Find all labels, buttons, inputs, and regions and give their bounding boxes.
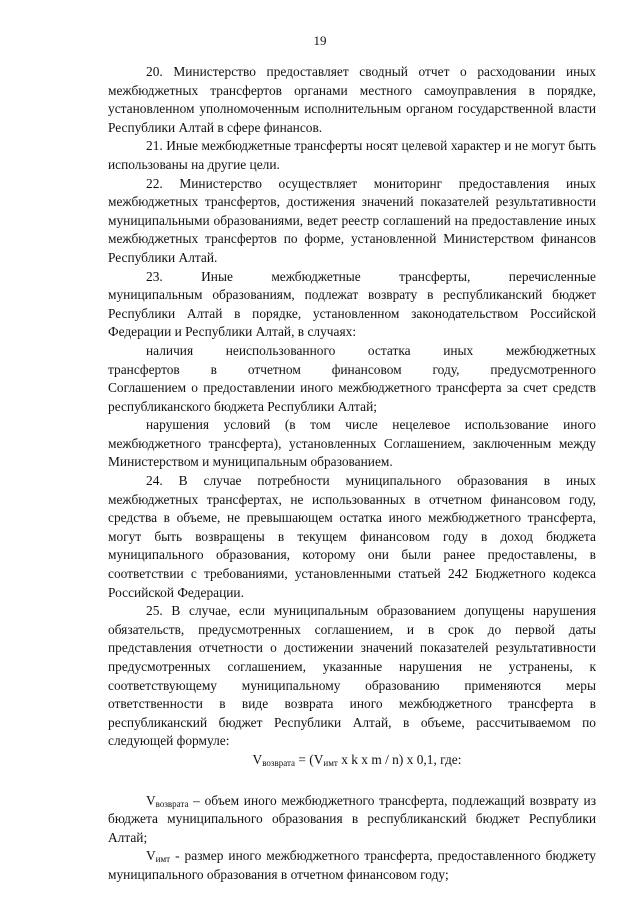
paragraph-23-first-line: 23. Иные межбюджетные трансферты, перечисленные bbox=[146, 268, 596, 284]
paragraph-22: 22. Министерство осуществляет мониторинг предоставления иных межбюджетных трансфертов, достижения значений показателей результативности муниципальными образованиями, ведет реестр соглашений на предоставление иных межбюджетных трансфертов по форме, установленной Министерством финансов Республики Алтай. bbox=[108, 175, 596, 265]
paragraph-24: 24. В случае потребности муниципального образования в иных межбюджетных трансфертах, не использованных в отчетном финансовом году, средства в объеме, не превышающем остатка иного межбюджетного трансферта, могут быть возвращены в текущем финансовом году в доход бюджета муниципального образования, которому они были ранее предоставлены, в соответствии с требованиями, установленными статьей 242 Бюджетного кодекса Российской Федерации. bbox=[108, 473, 596, 600]
paragraph-23-rest: муниципальным образованиям, подлежат возврату в республиканский бюджет Республики Алтай в порядке, установленном законодательством Российской Федерации и Республики Алтай, в случаях: bbox=[108, 287, 596, 340]
paragraph-25: 25. В случае, если муниципальным образованием допущены нарушения обязательств, предусмотренных соглашением, и в срок до первой даты представления отчетности о достижении значений показателей результативности предусмотренных соглашением, указанные нарушения не устранены, к соответствующему муниципальному образованию применяются меры ответственности в виде возврата иного межбюджетного трансферта в республиканский бюджет Республики Алтай, в объеме, рассчитываемом по следующей формуле: bbox=[108, 603, 596, 749]
paragraph-20: 20. Министерство предоставляет сводный отчет о расходовании иных межбюджетных трансфертов органами местного самоуправления в порядке, установленном уполномоченным исполнительным органом государственной власти Республики Алтай в сфере финансов. bbox=[108, 64, 596, 135]
page-number: 19 bbox=[313, 33, 327, 48]
paragraph-21: 21. Иные межбюджетные трансферты носят целевой характер и не могут быть использованы на другие цели. bbox=[108, 138, 596, 172]
document-body bbox=[108, 63, 596, 885]
case-1-line-2: трансфертов в отчетном финансовом году, предусмотренного bbox=[108, 361, 596, 377]
spacer bbox=[108, 770, 596, 792]
formula: $V_{возврата} = (V_{имт}$ x k x m / n) x 0,1, где: bbox=[252, 751, 462, 768]
case-2: нарушения условий (в том числе нецелевое использование иного межбюджетного трансферта), установленных Соглашением, заключенным между Министерством и муниципальным образованием. bbox=[108, 417, 596, 470]
definition-v-imt: $V_{имт}$ - размер иного межбюджетного трансферта, предоставленного бюджету муниципального образования в отчетном финансовом году; bbox=[108, 848, 596, 882]
case-1-line-1: наличия неиспользованного остатка иных межбюджетных bbox=[146, 342, 596, 358]
case-1-rest: Соглашением о предоставлении иного межбюджетного трансферта за счет средств республиканского бюджета Республики Алтай; bbox=[108, 380, 596, 414]
definition-v-vozvrata: $V_{возврата}$ – объем иного межбюджетного трансферта, подлежащий возврату из бюджета муниципального образования в республиканский бюджет Республики Алтай; bbox=[108, 792, 596, 845]
